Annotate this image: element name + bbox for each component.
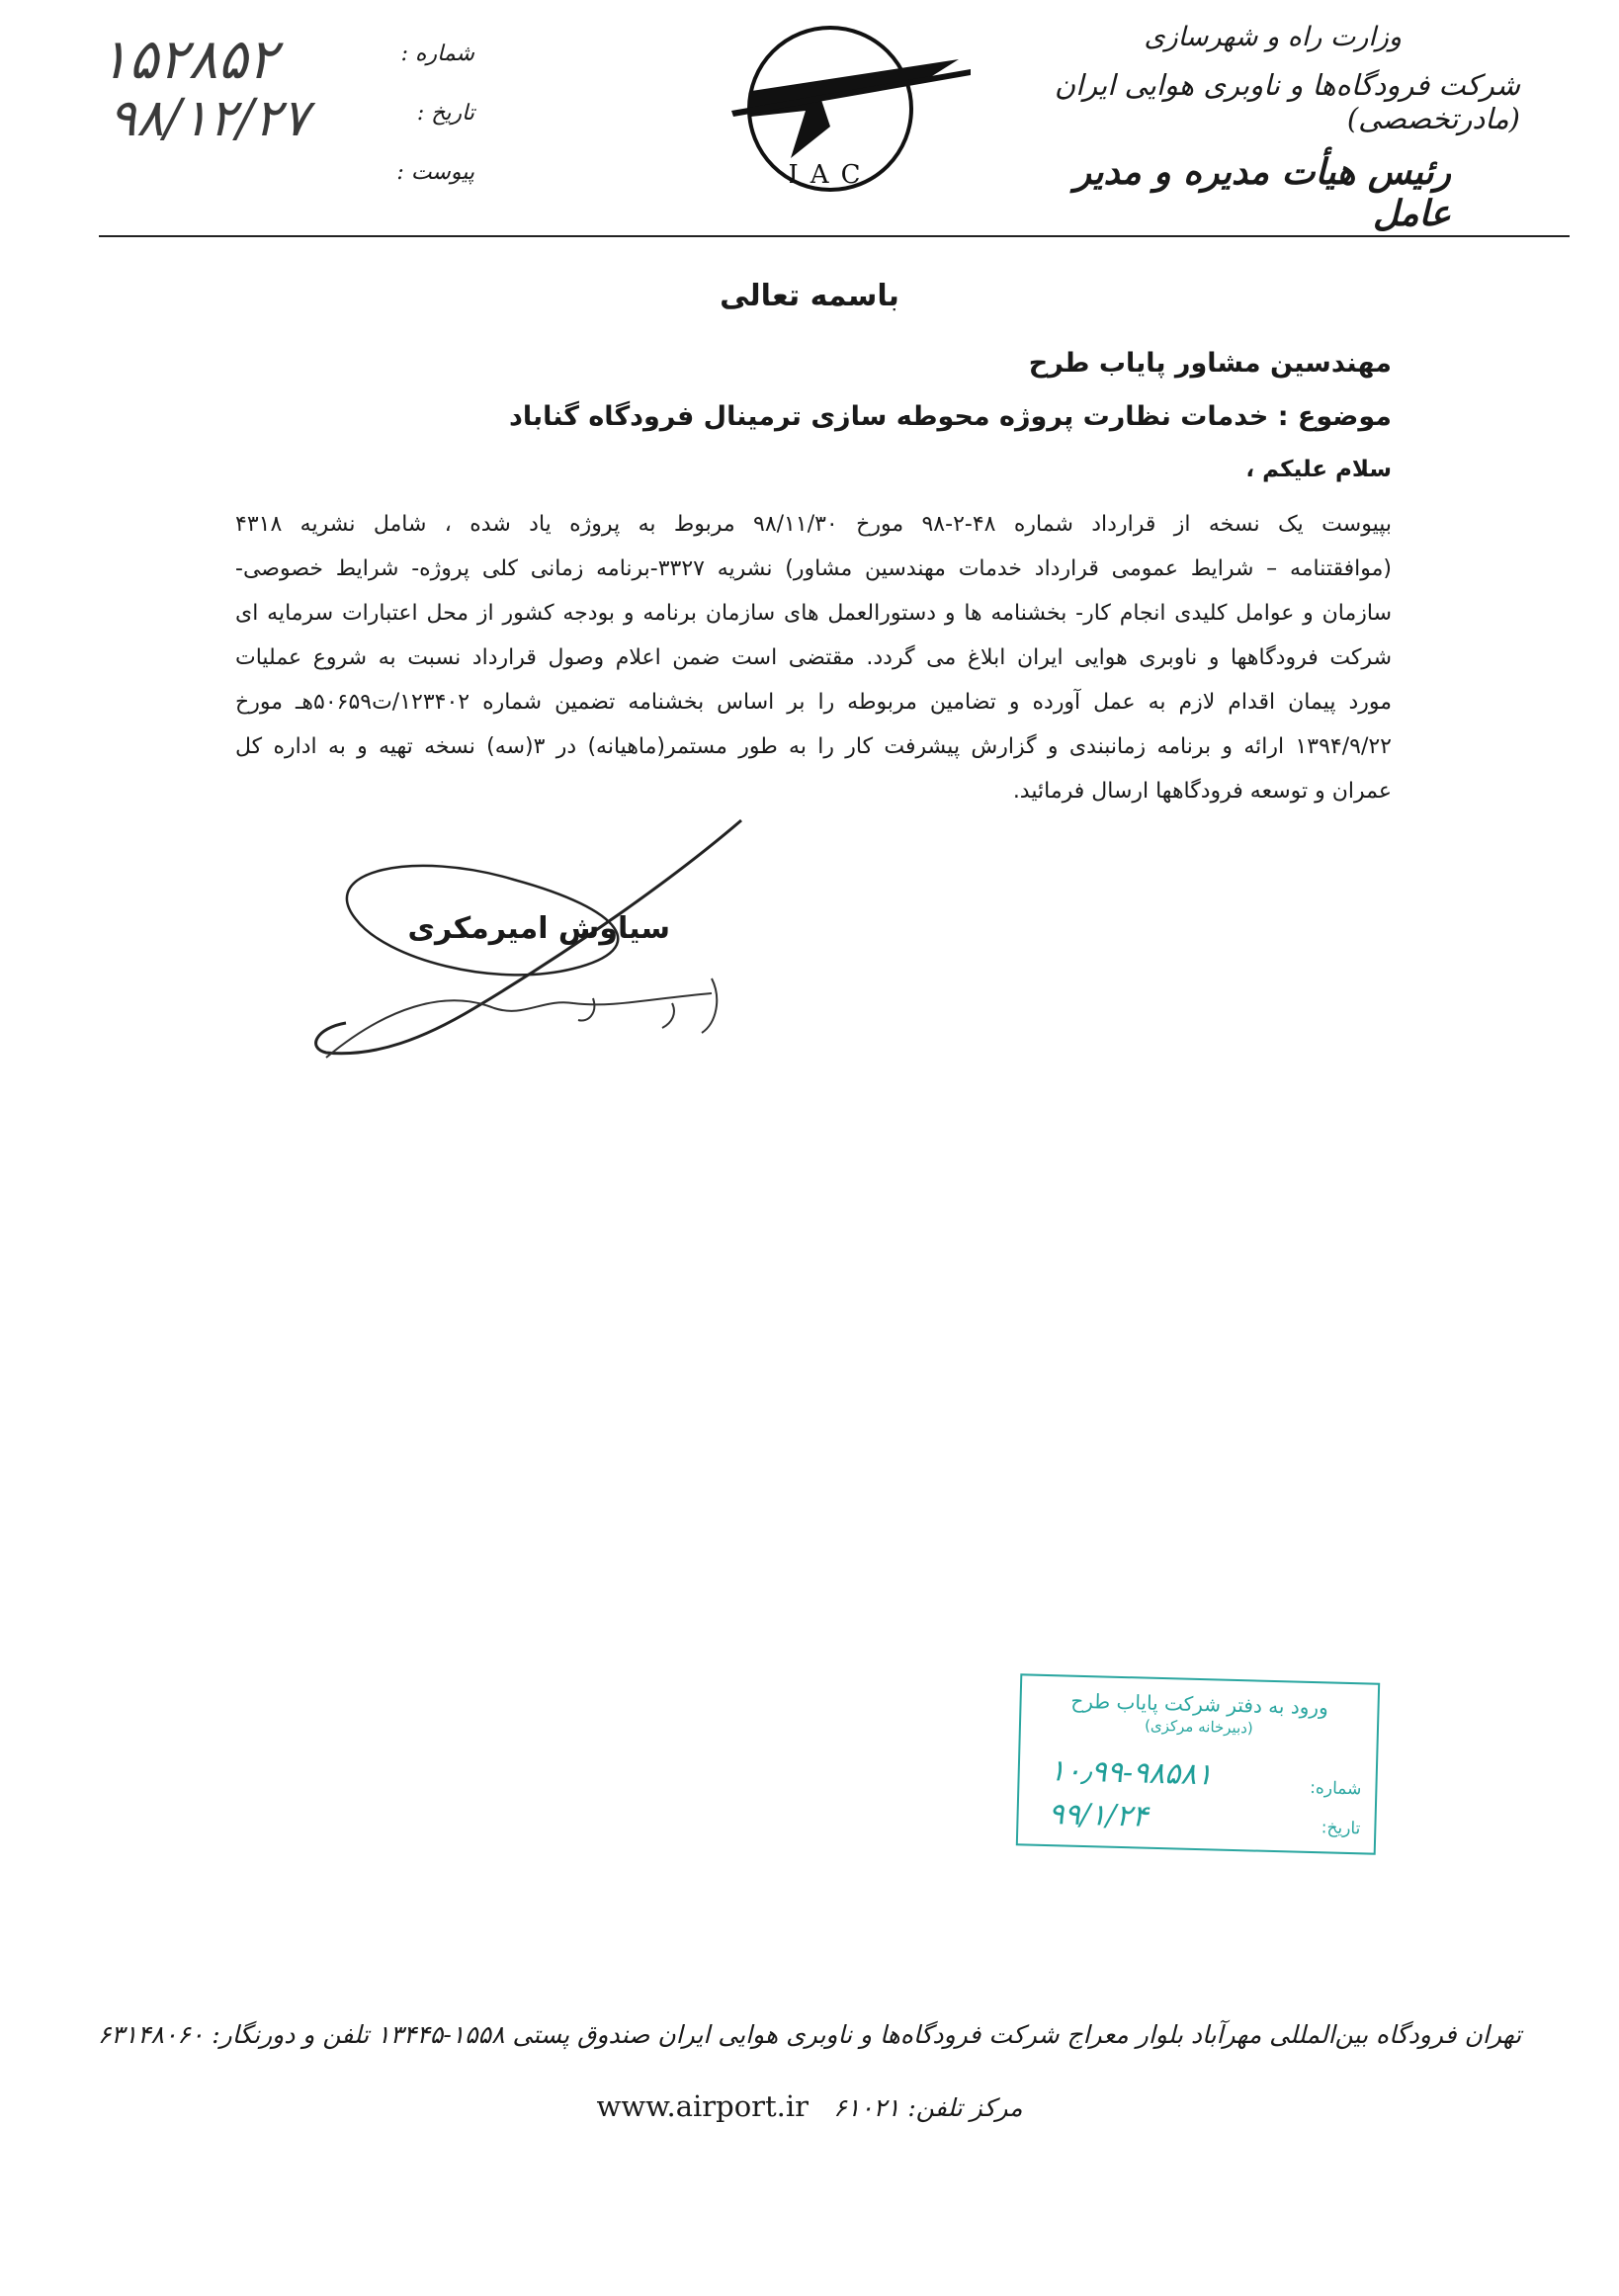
paragraph-line: (موافقتنامه – شرایط عمومی قرارداد خدمات مهندسین مشاور) نشریه ۳۳۲۷-برنامه زمانی کلی پروژه- شرایط خصوصی- — [235, 556, 1392, 581]
greeting: سلام علیکم ، — [1245, 457, 1392, 482]
subject-line: موضوع : خدمات نظارت پروژه محوطه سازی ترمینال فرودگاه گناباد — [508, 401, 1392, 432]
paragraph-line: مورد پیمان اقدام لازم به عمل آورده و تضامین مربوطه را بر اساس بخشنامه تضمین شماره ۱۲۳۴۰۲/ت۵۰۶۵۹هـ مورخ — [235, 690, 1392, 715]
handwritten-signature — [297, 810, 771, 1087]
ministry-name: وزارت راه و شهرسازی — [1144, 22, 1402, 52]
stamp-date-value: ۹۹/۱/۲۴ — [1048, 1797, 1149, 1834]
company-name: شرکت فرودگاه‌ها و ناوبری هوایی ایران (مادرتخصصی) — [1054, 68, 1520, 135]
paragraph-line: سازمان و عوامل کلیدی انجام کار- بخشنامه ها و دستورالعمل های سازمان برنامه و بودجه کشور از محل اعتبارات سرمایه ای — [235, 601, 1392, 626]
received-stamp — [1016, 1673, 1380, 1854]
website-link[interactable]: www.airport.ir — [596, 2089, 810, 2123]
date-label: تاریخ : — [416, 101, 474, 126]
header-divider — [99, 235, 1570, 237]
attachment-label: پیوست : — [396, 160, 474, 185]
letter-number-value: ۱۵۲۸۵۲ — [99, 28, 278, 92]
letterhead-organization — [1006, 22, 1520, 234]
recipient: مهندسین مشاور پایاب طرح — [1028, 348, 1392, 379]
stamp-title: ورود به دفتر شرکت پایاب طرح — [1070, 1688, 1329, 1720]
logo-text: IAC — [788, 160, 873, 190]
stamp-subtitle: (دبیرخانه مرکزی) — [1144, 1716, 1254, 1738]
number-label: شماره : — [400, 42, 474, 66]
signer-name: سیاوش امیرمکری — [407, 911, 670, 946]
stamp-number-label: شماره: — [1310, 1777, 1362, 1800]
sender-position: رئیس هیأت مدیره و مدیر عامل — [1073, 151, 1451, 234]
footer-address: تهران فرودگاه بین‌المللی مهرآباد بلوار معراج شرکت فرودگاه‌ها و ناوبری هوایی ایران صندوق پستی ۱۵۵۸-۱۳۴۴۵ تلفن و دورنگار: ۶۳۱۴۸۰۶۰ — [97, 2020, 1522, 2049]
call-center: مرکز تلفن: ۶۱۰۲۱ — [833, 2093, 1023, 2122]
invocation: باسمه تعالی — [720, 279, 899, 313]
footer-contact — [0, 2089, 1619, 2123]
letter-fields — [366, 40, 474, 217]
body-paragraph — [235, 502, 1392, 813]
paragraph-line: بپیوست یک نسخه از قرارداد شماره ۴۸-۲-۹۸ مورخ ۹۸/۱۱/۳۰ مربوط به پروژه یاد شده ، شامل نشریه ۴۳۱۸ — [235, 512, 1392, 537]
paragraph-line: شرکت فرودگاهها و ناوبری هوایی ایران ابلاغ می گردد. مقتضی است ضمن اعلام وصول قرارداد نسبت به شروع عملیات — [235, 645, 1392, 670]
stamp-date-label: تاریخ: — [1321, 1818, 1361, 1839]
paragraph-line: ۱۳۹۴/۹/۲۲ ارائه و برنامه زمانبندی و گزارش پیشرفت کار را به طور مستمر(ماهیانه) در ۳(سه) نسخه تهیه و به اداره کل — [235, 734, 1392, 759]
iac-logo — [712, 20, 979, 198]
stamp-number-value: ۱۰٫۹۹-۹۸۵۸۱ — [1049, 1753, 1214, 1793]
paragraph-line: عمران و توسعه فرودگاهها ارسال فرمائید. — [1012, 779, 1392, 804]
letter-date-value: ۹۸/۱۲/۲۷ — [109, 89, 309, 148]
